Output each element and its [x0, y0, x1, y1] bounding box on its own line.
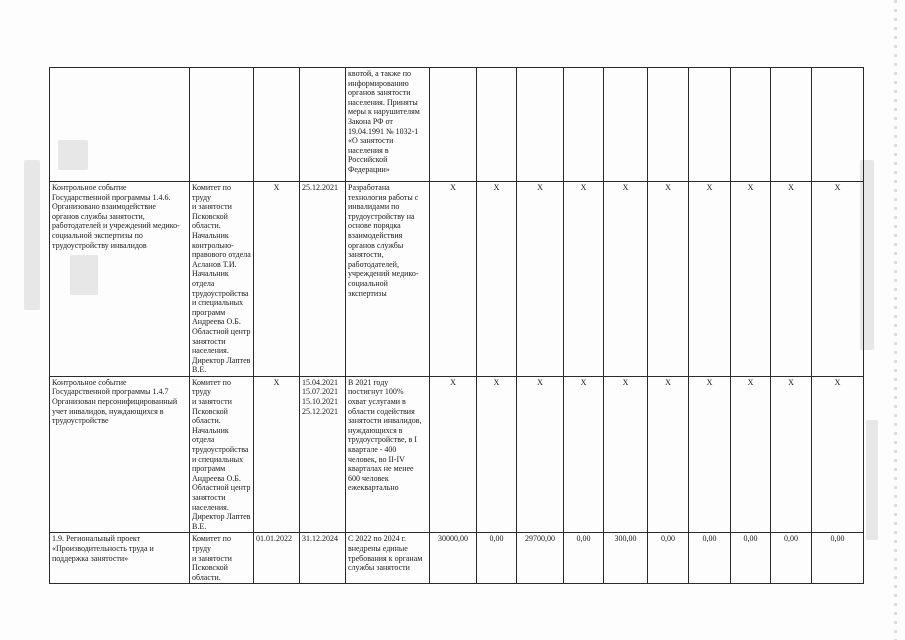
table-row: [50, 376, 864, 533]
responsible-cell: Комитет по труду и занятости Псковской области. Начальник контрольно- правового отдела Асланов Т.И. Начальник отдела трудоустройства и специальных программ Андреева О.Б. Областной центр занятости населения. Директор Лаптев В.Е.: [190, 182, 254, 377]
value-cell: X: [517, 182, 564, 377]
result-cell: квотой, а также по информированию органов занятости населения. Приняты меры к нарушителям Закона РФ от 19.04.1991 № 1032-1 «О занятости населения в Российской Федерации»: [346, 68, 430, 182]
value-cell: X: [564, 182, 604, 377]
result-cell: В 2021 году постигнут 100% охват услугами в области содействия занятости инвалидов, нуждающихся в трудоустройстве, в I квартале - 400 человек, во II-IV кварталах не менее 600 человек ежеквартально: [346, 376, 430, 533]
result-cell: С 2022 по 2024 г. внедрены единые требования к органам службы занятости: [346, 533, 430, 584]
responsible-cell: [190, 68, 254, 182]
value-cell: X: [689, 182, 731, 377]
value-cell: X: [648, 376, 689, 533]
event-name-cell: [50, 68, 190, 182]
value-cell: X: [430, 376, 477, 533]
value-cell: X: [564, 376, 604, 533]
end-date-cell: [300, 68, 346, 182]
event-name-cell: 1.9. Региональный проект «Производительность труда и поддержка занятости»: [50, 533, 190, 584]
event-name-cell: Контрольное событие Государственной программы 1.4.6. Организовано взаимодействие органов службы занятости, работодателей и учреждений медико- социальной экспертизы по трудоустройству инвалидов: [50, 182, 190, 377]
value-cell: 0,00: [771, 533, 812, 584]
value-cell: 0,00: [648, 533, 689, 584]
end-date-cell: 31.12.2024: [300, 533, 346, 584]
end-date-cell: 25.12.2021: [300, 182, 346, 377]
table-row: [50, 182, 864, 377]
event-name-cell: Контрольное событие Государственной программы 1.4.7 Организован персонифицированный учет инвалидов, нуждающихся в трудоустройстве: [50, 376, 190, 533]
page-edge-dotted-line: [894, 0, 897, 640]
value-cell: X: [477, 376, 517, 533]
value-cell: X: [648, 182, 689, 377]
value-cell: X: [812, 182, 864, 377]
value-cell: [564, 68, 604, 182]
value-cell: 0,00: [731, 533, 771, 584]
value-cell: X: [812, 376, 864, 533]
value-cell: X: [731, 376, 771, 533]
scan-noise: [866, 420, 878, 540]
start-date-cell: 01.01.2022: [254, 533, 300, 584]
value-cell: X: [517, 376, 564, 533]
responsible-cell: Комитет по труду и занятости Псковской области.: [190, 533, 254, 584]
table-row: [50, 533, 864, 584]
value-cell: 300,00: [604, 533, 648, 584]
value-cell: X: [604, 182, 648, 377]
value-cell: X: [731, 182, 771, 377]
start-date-cell: [254, 68, 300, 182]
value-cell: [689, 68, 731, 182]
value-cell: [517, 68, 564, 182]
value-cell: [477, 68, 517, 182]
start-date-cell: X: [254, 376, 300, 533]
value-cell: 0,00: [812, 533, 864, 584]
value-cell: [731, 68, 771, 182]
responsible-cell: Комитет по труду и занятости Псковской области. Начальник отдела трудоустройства и специальных программ Андреева О.Б. Областной центр занятости населения. Директор Лаптев В.Е.: [190, 376, 254, 533]
value-cell: 0,00: [564, 533, 604, 584]
value-cell: [771, 68, 812, 182]
start-date-cell: X: [254, 182, 300, 377]
value-cell: X: [430, 182, 477, 377]
value-cell: X: [604, 376, 648, 533]
value-cell: [812, 68, 864, 182]
value-cell: 29700,00: [517, 533, 564, 584]
value-cell: X: [771, 376, 812, 533]
value-cell: X: [771, 182, 812, 377]
value-cell: 30000,00: [430, 533, 477, 584]
value-cell: [604, 68, 648, 182]
end-date-cell: 15.04.2021 15.07.2021 15.10.2021 25.12.2021: [300, 376, 346, 533]
value-cell: [648, 68, 689, 182]
value-cell: 0,00: [477, 533, 517, 584]
value-cell: 0,00: [689, 533, 731, 584]
result-cell: Разработана технология работы с инвалидами по трудоустройству на основе порядка взаимодействия органов службы занятости, работодателей, учреждений медико- социальной экспертизы: [346, 182, 430, 377]
table-row: [50, 68, 864, 182]
scan-noise: [24, 160, 40, 310]
value-cell: X: [477, 182, 517, 377]
value-cell: [430, 68, 477, 182]
value-cell: X: [689, 376, 731, 533]
measures-table: [49, 67, 864, 584]
